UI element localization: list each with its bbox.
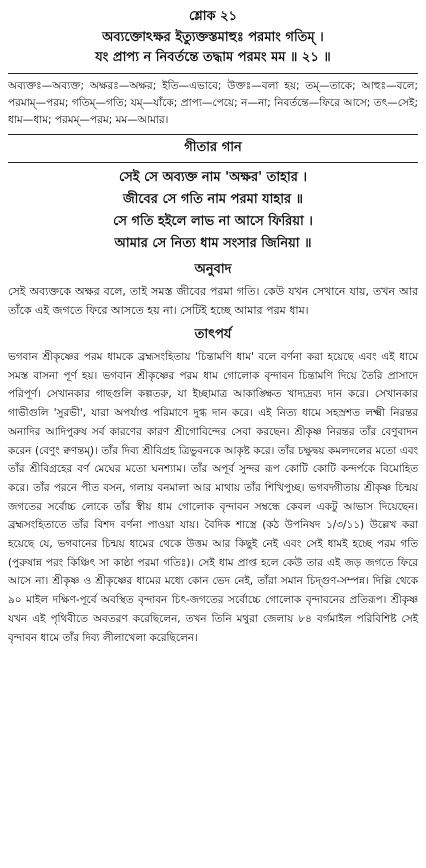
translation-title: অনুবাদ <box>194 262 232 277</box>
verse-line: যং প্রাপ্য ন নিবর্তন্তে তদ্ধাম পরমং মম ॥ ২১ ॥ <box>95 50 331 65</box>
verse-heading: শ্লোক ২১ <box>188 9 238 24</box>
verse-line: অব্যক্তোঽক্ষর ইত্যুক্তস্তমাহুঃ পরমাং গতিম্ । <box>102 30 324 45</box>
song-section <box>8 139 418 255</box>
song-line: জীবের সে গতি নাম পরমা যাহার ॥ <box>122 192 304 207</box>
song-line: সে গতি হইলে লাভ না আসে ফিরিয়া । <box>113 214 313 229</box>
word-for-word-synonyms: অব্যক্তঃ—অব্যক্ত; অক্ষরঃ—অক্ষর; ইতি—এভাবে; উক্তঃ—বলা হয়; তম্—তাকে; আহুঃ—বলে; পরমাম্—পরম; গতিম্—গতি; যম্—যাঁকে; প্রাপ্য—পেয়ে; ন—না; নিবর্তন্তে—ফিরে আসে; তৎ—সেই; ধাম—ধাম; পরমম্—পরম; মম—আমার। <box>8 80 418 126</box>
translation-text: সেই অব্যক্তকে অক্ষর বলে, তাই সমস্ত জীবের পরমা গতি। কেউ যখন সেখানে যায়, তখন আর তাঁকে এই জগতে ফিরে আসতে হয় না। সেটিই হচ্ছে আমার পরম ধাম। <box>8 285 418 317</box>
translation-section <box>8 261 418 320</box>
verse-section <box>8 8 418 68</box>
purport-text: ভগবান শ্রীকৃষ্ণের পরম ধামকে ব্রহ্মসংহিতায় 'চিন্তামণি ধাম' বলে বর্ণনা করা হয়েছে এবং এই ধামে সমস্ত বাসনা পূর্ণ হয়। ভগবান শ্রীকৃষ্ণের পরম ধাম গোলোক বৃন্দাবন চিন্তামণি দিয়ে তৈরি প্রাসাদে পরিপূর্ণ। সেখানকার গাছগুলি কল্পতরু, যা ইচ্ছামাত্র আকাঙ্ক্ষিত খাদ্যদ্রব্য দান করে। সেখানকার গাভীগুলি 'সুরভী', যারা অপর্যাপ্ত পরিমাণে দুগ্ধ দান করে। এই নিত্য ধামে সহস্রশত লক্ষ্মী নিরন্তর অনাদির আদিপুরুষ সর্ব কারণের কারণ শ্রীগোবিন্দের সেবা করছেন। শ্রীকৃষ্ণ নিরন্তর তাঁর বেণুবাদন করেন (বেণুং ক্বণন্তম্)। তাঁর দিব্য শ্রীবিগ্রহ ত্রিভুবনকে আকৃষ্ট করে। তাঁর চক্ষুদ্বয় কমলদলের মতো এবং তাঁর শ্রীবিগ্রহের বর্ণ মেঘের মতো ঘনশ্যাম। তাঁর অপূর্ব সুন্দর রূপ কোটি কোটি কন্দর্পকে বিমোহিত করে। তাঁর পরনে পীত বসন, গলায় বনমালা আর মাথায় তাঁর শিখিপুচ্ছ। ভগবদ্গীতায় শ্রীকৃষ্ণ চিন্ময় জগতের সর্বোচ্চ লোকে তাঁর স্বীয় ধাম গোলোক বৃন্দাবন সম্বন্ধে কেবল একটু আভাস দিয়েছেন। ব্রহ্মসংহিতাতে তাঁর বিশদ বর্ণনা পাওয়া যায়। বৈদিক শাস্ত্রে (কঠ উপনিষদ ১/৩/১১) উল্লেখ করা হয়েছে যে, ভগবানের চিন্ময় ধামের থেকে উত্তম আর কিছুই নেই এবং সেই ধামই হচ্ছে পরম গতি (পুরুষান্ন পরং কিঞ্চিৎ সা কাষ্ঠা পরমা গতিঃ)। সেই ধাম প্রাপ্ত হলে কেউ তার এই জড় জগতে ফিরে আসে না। শ্রীকৃষ্ণ ও শ্রীকৃষ্ণের ধামের মধ্যে কোন ভেদ নেই, তাঁরা সমান চিদ্গুণ-সম্পন্ন। দিল্লি থেকে ৯০ মাইল দক্ষিণ-পূর্বে অবস্থিত বৃন্দাবন চিৎ-জগতের সর্বোচ্চে গোলোক বৃন্দাবনের প্রতিরূপ। শ্রীকৃষ্ণ যখন এই পৃথিবীতে অবতরণ করেছিলেন, তখন তিনি মথুরা জেলায় ৮৪ বর্গমাইল পরিবিশিষ্ট সেই বৃন্দাবন ধামে তাঁর দিব্য লীলাখেলা করেছিলেন। <box>8 351 418 644</box>
divider <box>8 73 418 74</box>
divider <box>8 134 418 135</box>
song-line: আমার সে নিত্য ধাম সংসার জিনিয়া ॥ <box>114 236 312 251</box>
song-line: সেই সে অব্যক্ত নাম 'অক্ষর' তাহার । <box>118 170 308 185</box>
purport-title: তাৎপর্য <box>194 327 232 342</box>
purport-section <box>8 326 418 647</box>
song-title: গীতার গান <box>184 140 242 155</box>
divider <box>8 162 418 163</box>
